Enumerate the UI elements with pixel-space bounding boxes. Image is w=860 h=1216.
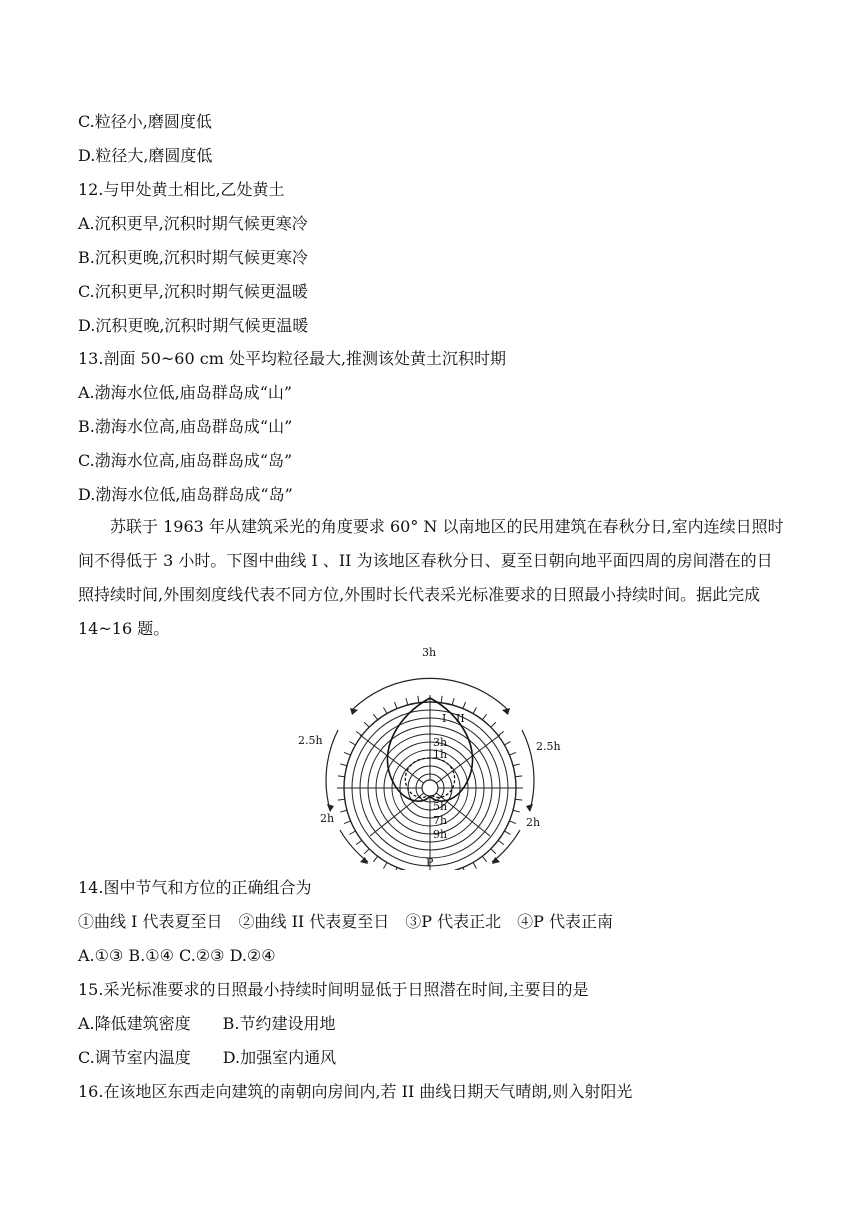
sunshine-duration-figure: [280, 640, 580, 870]
direction-tick: [373, 714, 377, 720]
line-q11-c: C.粒径小,磨圆度低: [78, 112, 212, 131]
direction-tick: [463, 702, 466, 708]
direction-tick: [373, 856, 377, 862]
q14-stem: 14.图中节气和方位的正确组合为: [78, 878, 312, 897]
label-outer-lower-right: 2h: [526, 816, 541, 829]
direction-tick: [340, 764, 347, 766]
q14-choices: A.①③ B.①④ C.②③ D.②④: [78, 946, 276, 965]
direction-tick: [491, 849, 496, 854]
direction-tick: [463, 867, 466, 870]
q12-option-d: D.沉积更晚,沉积时期气候更温暖: [78, 316, 309, 335]
direction-tick: [509, 752, 515, 755]
direction-tick: [482, 856, 486, 862]
direction-tick: [364, 849, 369, 854]
direction-tick: [504, 831, 510, 835]
direction-tick: [515, 799, 522, 800]
passage: 苏联于 1963 年从建筑采光的角度要求 60° N 以南地区的民用建筑在春秋分日,室内连续日照时间不得低于 3 小时。下图中曲线 I 、II 为该地区春秋分日、夏至日朝向地平面四周的房间潜在的日照持续时间,外围刻度线代表不同方位,外围时长代表采光标准要求的日照最小持续时间。据此完成 14~16 题。: [78, 517, 784, 638]
label-curve-ii: II: [456, 712, 465, 725]
direction-tick: [515, 776, 522, 777]
direction-tick: [344, 752, 350, 755]
direction-tick: [384, 707, 388, 713]
line-q11-d: D.粒径大,磨圆度低: [78, 146, 213, 165]
arc-left: [326, 730, 338, 810]
direction-tick: [513, 810, 520, 812]
direction-tick: [338, 799, 345, 800]
direction-tick: [338, 776, 345, 777]
label-outer-lower-left: 2h: [320, 812, 335, 825]
q13-stem: 13.剖面 50~60 cm 处平均粒径最大,推测该处黄土沉积时期: [78, 349, 507, 368]
q16-stem: 16.在该地区东西走向建筑的南朝向房间内,若 II 曲线日期天气晴朗,则入射阳光: [78, 1082, 633, 1101]
q13-option-c: C.渤海水位高,庙岛群岛成“岛”: [78, 451, 293, 470]
label-inner-3h: 3h: [433, 736, 448, 749]
direction-tick: [473, 862, 477, 868]
direction-tick: [340, 810, 347, 812]
arc-lower-right: [492, 830, 520, 862]
direction-tick: [384, 862, 388, 868]
q13-option-b: B.渤海水位高,庙岛群岛成“山”: [78, 417, 293, 436]
label-outer-right: 2.5h: [536, 740, 561, 753]
q14-statements: ①曲线 I 代表夏至日 ②曲线 II 代表夏至日 ③P 代表正北 ④P 代表正南: [78, 912, 614, 931]
direction-tick: [491, 722, 496, 727]
direction-tick: [498, 840, 504, 844]
direction-tick: [394, 867, 397, 870]
arc-lower-left: [340, 830, 368, 862]
label-outer-top: 3h: [422, 646, 437, 659]
direction-tick: [504, 742, 510, 746]
q12-option-a: A.沉积更早,沉积时期气候更寒冷: [78, 214, 308, 233]
q12-option-b: B.沉积更晚,沉积时期气候更寒冷: [78, 248, 308, 267]
direction-tick: [452, 698, 454, 705]
label-inner-1h: 1h: [433, 748, 448, 761]
direction-tick: [418, 696, 419, 703]
q13-option-d: D.渤海水位低,庙岛群岛成“岛”: [78, 485, 293, 504]
label-inner-7h: 7h: [433, 814, 448, 827]
direction-tick: [356, 840, 362, 844]
q15-stem: 15.采光标准要求的日照最小持续时间明显低于日照潜在时间,主要目的是: [78, 980, 589, 999]
direction-tick: [473, 707, 477, 713]
direction-tick: [349, 831, 355, 835]
direction-tick: [364, 722, 369, 727]
direction-tick: [406, 698, 408, 705]
direction-tick: [513, 764, 520, 766]
polar-diagram: [280, 640, 580, 870]
q12-option-c: C.沉积更早,沉积时期气候更温暖: [78, 282, 308, 301]
direction-tick: [344, 821, 350, 824]
label-inner-5h: 5h: [433, 800, 448, 813]
q12-stem: 12.与甲处黄土相比,乙处黄土: [78, 180, 285, 199]
direction-tick: [498, 731, 504, 735]
direction-tick: [349, 742, 355, 746]
label-p: P: [426, 856, 434, 869]
direction-tick: [441, 696, 442, 703]
arc-right: [522, 730, 534, 810]
q15-options-cd: C.调节室内温度 D.加强室内通风: [78, 1048, 337, 1067]
direction-tick: [394, 702, 397, 708]
q15-options-ab: A.降低建筑密度 B.节约建设用地: [78, 1014, 336, 1033]
direction-tick: [509, 821, 515, 824]
label-curve-i: I: [442, 712, 447, 725]
direction-tick: [482, 714, 486, 720]
q13-option-a: A.渤海水位低,庙岛群岛成“山”: [78, 383, 293, 402]
label-outer-left: 2.5h: [298, 734, 323, 747]
label-inner-9h: 9h: [433, 828, 448, 841]
direction-tick: [356, 731, 362, 735]
